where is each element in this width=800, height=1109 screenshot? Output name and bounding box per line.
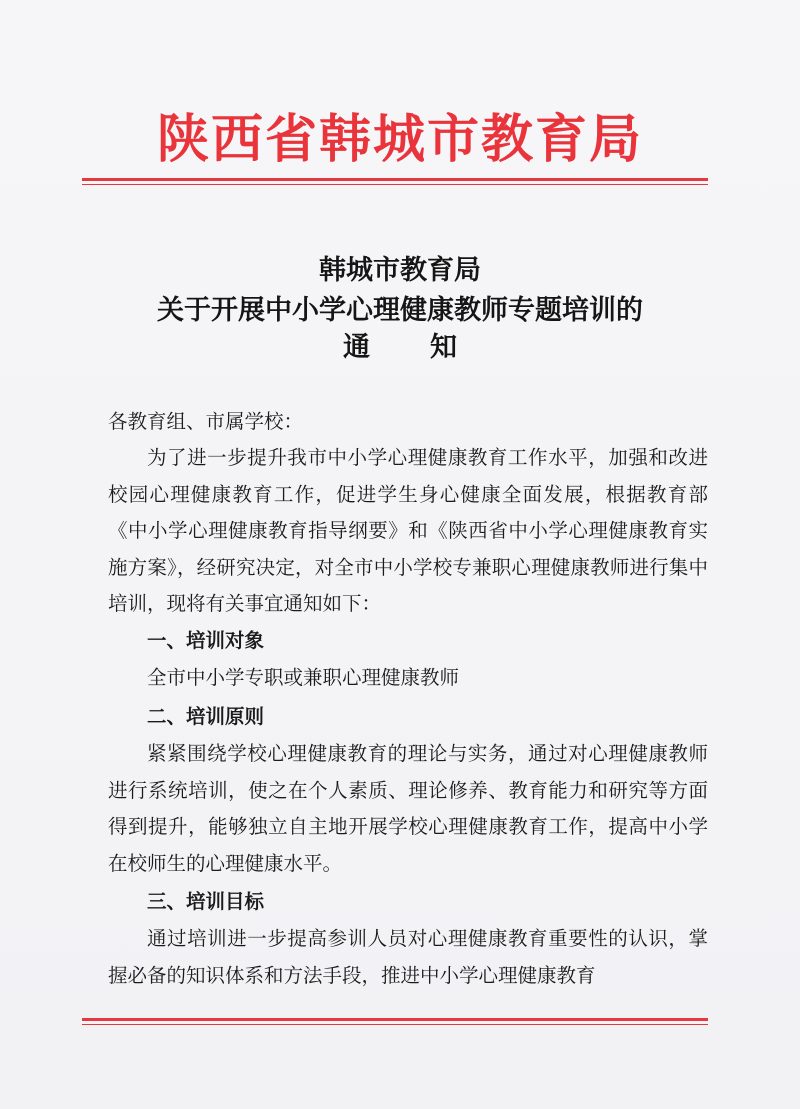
section-heading: 三、培训目标	[147, 890, 265, 913]
section-text: 紧紧围绕学校心理健康教育的理论与实务，通过对心理健康教师进行系统培训，使之在个人素质、理论修养、教育能力和研究等方面得到提升，能够独立自主地开展学校心理健康教育工作，提高中小学在校师生的心理健康水平。	[108, 742, 708, 875]
section-2-heading-block	[108, 699, 708, 736]
section-3-heading-block	[108, 884, 708, 921]
section-text: 通过培训进一步提高参训人员对心理健康教育重要性的认识，掌握必备的知识体系和方法手段，推进中小学心理健康教育	[108, 927, 708, 987]
section-heading: 一、培训对象	[147, 629, 265, 652]
section-2-text-block	[108, 736, 708, 882]
intro-text: 为了进一步提升我市中小学心理健康教育工作水平，加强和改进校园心理健康教育工作，促进学生身心健康全面发展，根据教育部《中小学心理健康教育指导纲要》和《陕西省中小学心理健康教育实施方案》，经研究决定，对全市中小学校专兼职心理健康教师进行集中培训，现将有关事宜通知如下：	[108, 446, 708, 615]
intro-paragraph	[108, 440, 708, 623]
section-3-text-block	[108, 921, 708, 994]
section-1-heading-block	[108, 623, 708, 660]
notice-title-line-1: 韩城市教育局	[319, 255, 481, 286]
section-text: 全市中小学专职或兼职心理健康教师	[147, 666, 460, 689]
section-heading: 二、培训原则	[147, 705, 265, 728]
salutation: 各教育组、市属学校：	[108, 410, 304, 433]
notice-title-line-3: 通知	[343, 332, 517, 363]
section-1-text-block	[108, 660, 708, 697]
notice-title-line-2: 关于开展中小学心理健康教师专题培训的	[157, 295, 643, 326]
document-header-organization: 陕西省韩城市教育局	[156, 109, 643, 170]
